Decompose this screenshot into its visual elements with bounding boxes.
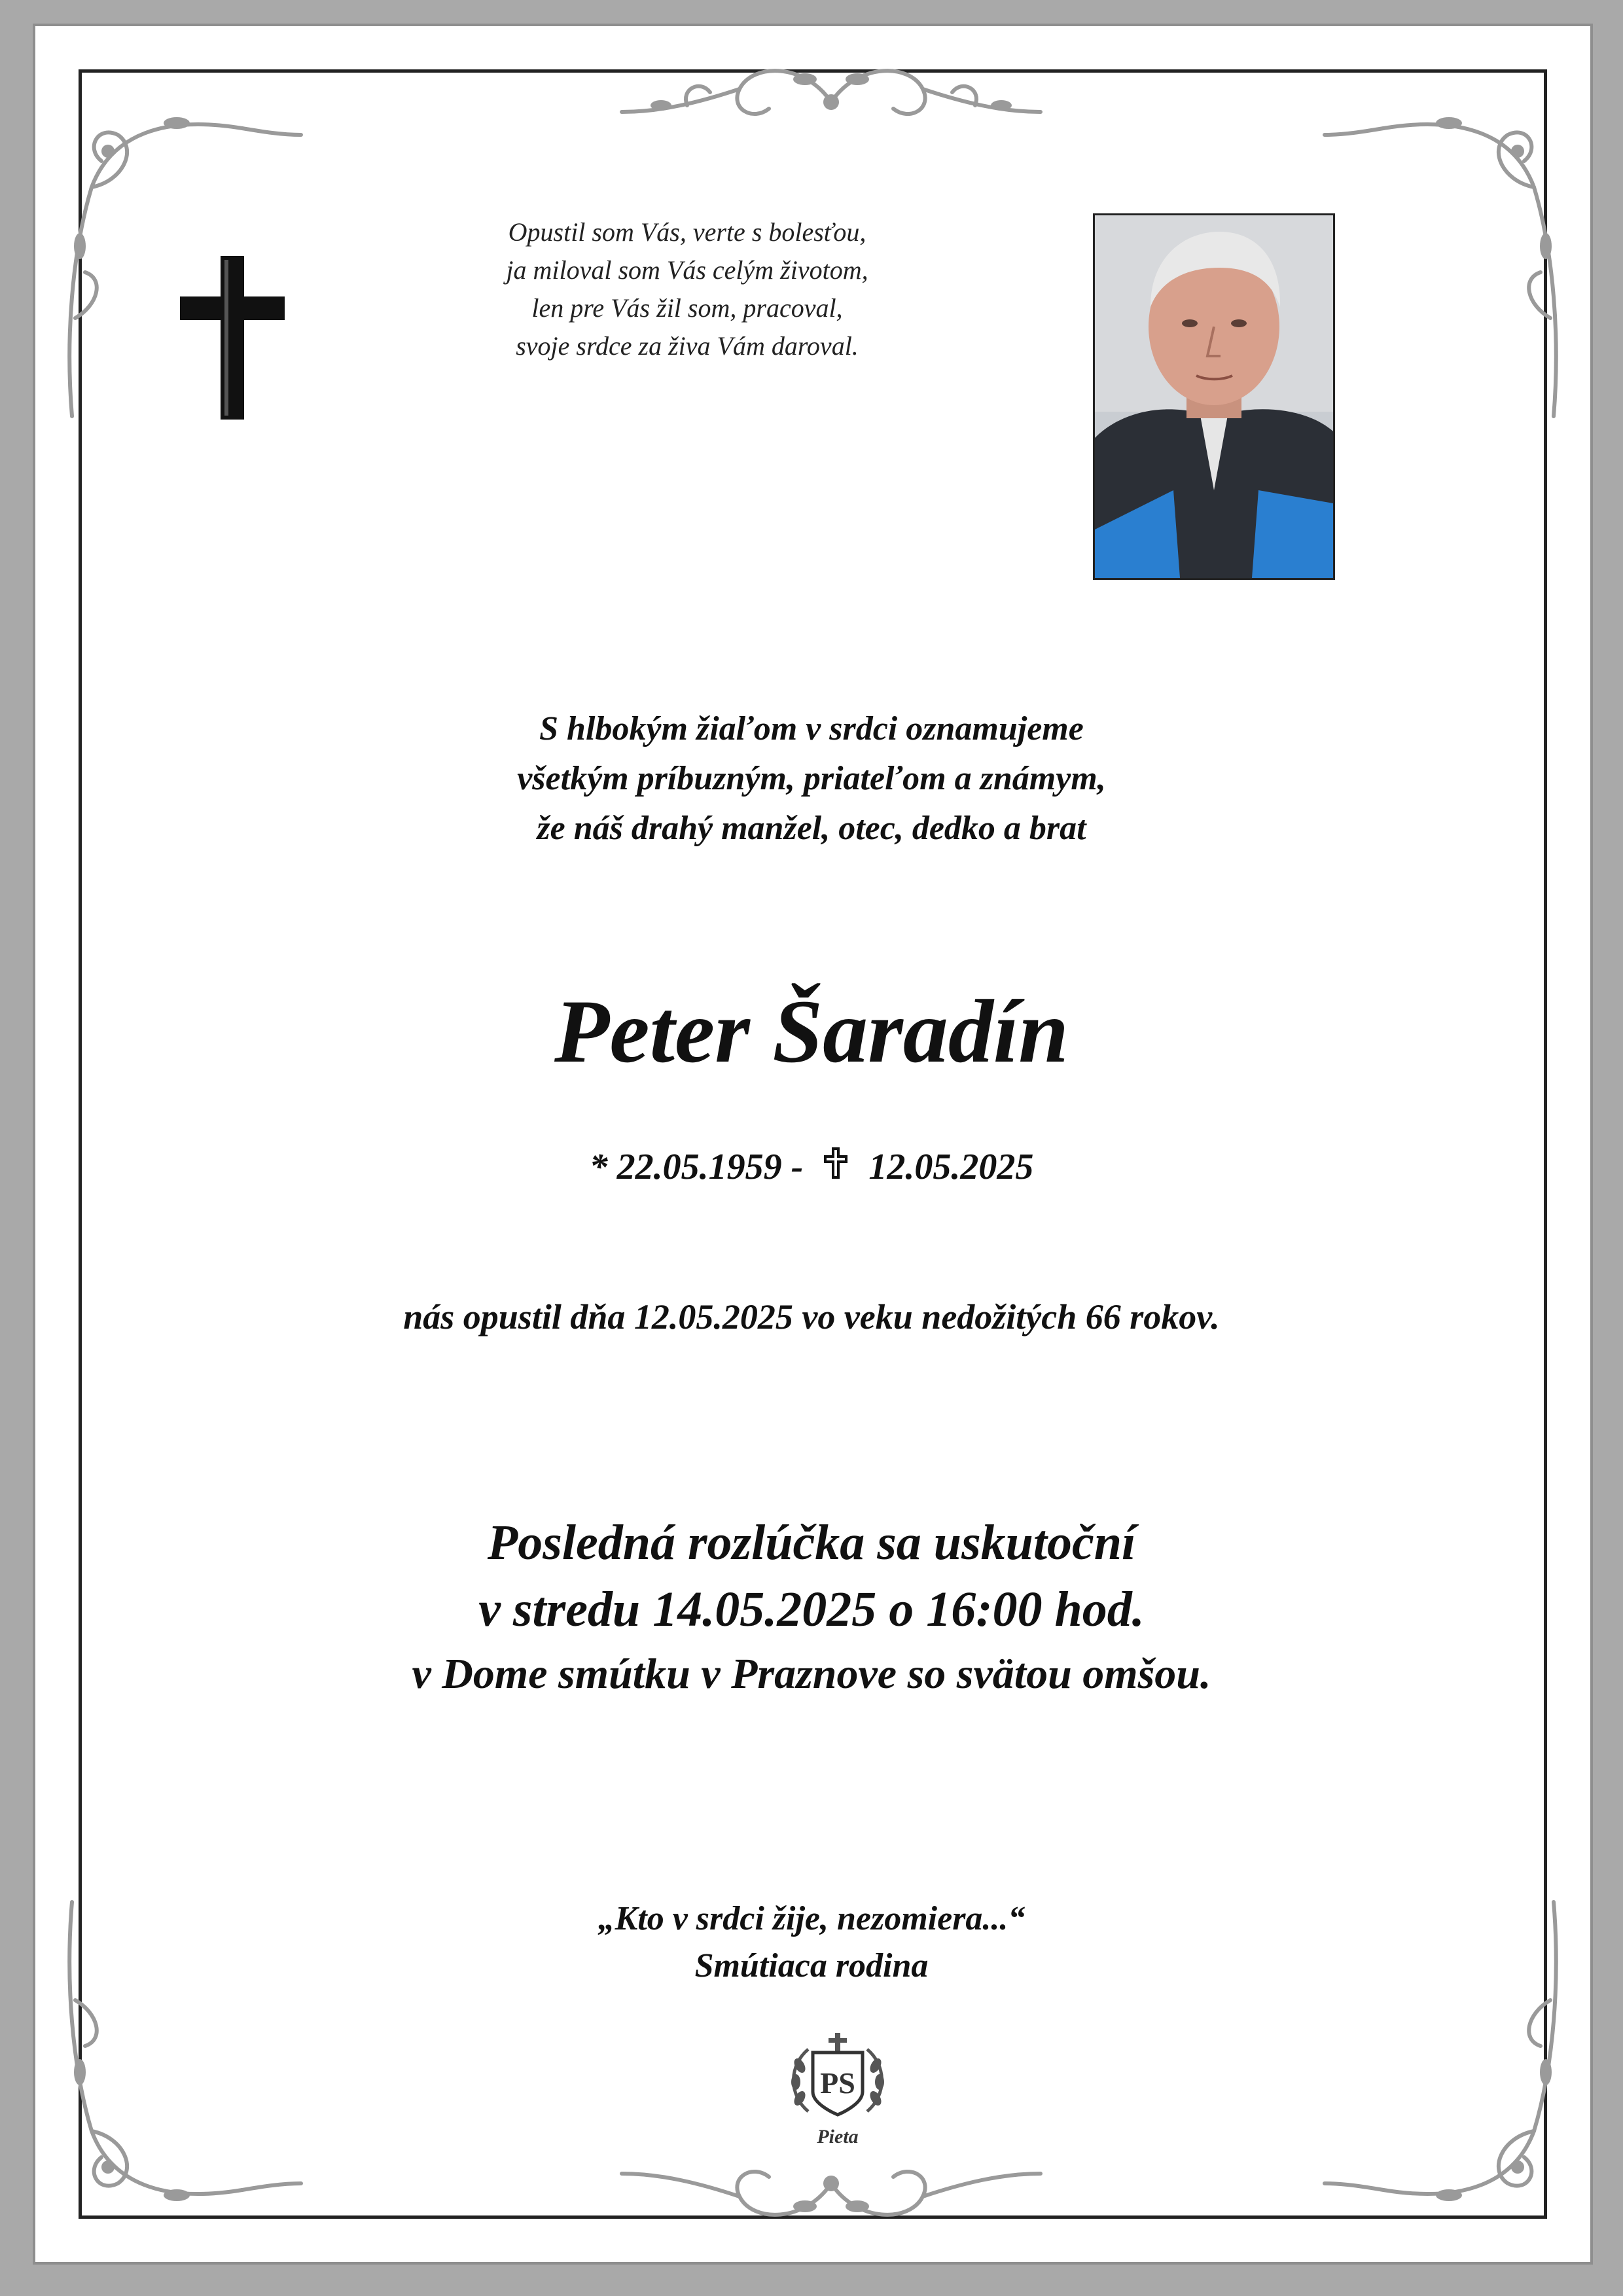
poem-line: svoje srdce za živa Vám daroval. [516, 331, 859, 361]
bottom-ornament [609, 2151, 1054, 2236]
poem-line: ja miloval som Vás celým životom, [506, 255, 868, 285]
pieta-logo [772, 2033, 903, 2151]
deceased-name: Peter Šaradín [554, 981, 1069, 1081]
small-cross-icon [824, 1146, 847, 1188]
wreath-monogram-icon [772, 2033, 903, 2125]
portrait-illustration [1095, 215, 1333, 578]
cross-icon [180, 256, 285, 420]
announcement-line: že náš drahý manžel, otec, dedko a brat [537, 810, 1086, 847]
announcement-line: všetkým príbuzným, priateľom a známym, [517, 760, 1106, 797]
logo-monogram: PS [820, 2066, 855, 2100]
funeral-line-1: Posledná rozlúčka sa uskutoční [487, 1515, 1136, 1570]
announcement [223, 704, 1400, 853]
poem [399, 213, 975, 365]
top-right-corner-ornament [1318, 89, 1580, 429]
closing-signature: Smútiaca rodina [694, 1947, 929, 1984]
poem-line: len pre Vás žil som, pracoval, [531, 293, 843, 323]
birth-date: * 22.05.1959 - [589, 1147, 804, 1187]
logo-text: Pieta [817, 2126, 859, 2147]
funeral-info [157, 1509, 1466, 1706]
obituary-sheet [33, 24, 1593, 2265]
death-date: 12.05.2025 [868, 1147, 1034, 1187]
closing-quote: „Kto v srdci žije, nezomiera...“ [597, 1900, 1026, 1937]
top-ornament [609, 50, 1054, 135]
life-dates [223, 1146, 1400, 1188]
closing [223, 1895, 1400, 1990]
funeral-line-3: v Dome smútku v Praznove so svätou omšou. [412, 1650, 1211, 1698]
passed-statement: nás opustil dňa 12.05.2025 vo veku nedožitých 66 rokov. [403, 1297, 1220, 1336]
funeral-line-2: v stredu 14.05.2025 o 16:00 hod. [478, 1582, 1145, 1637]
poem-line: Opustil som Vás, verte s bolesťou, [508, 217, 866, 247]
announcement-line: S hlbokým žiaľom v srdci oznamujeme [539, 710, 1084, 747]
portrait-photo [1093, 213, 1335, 580]
